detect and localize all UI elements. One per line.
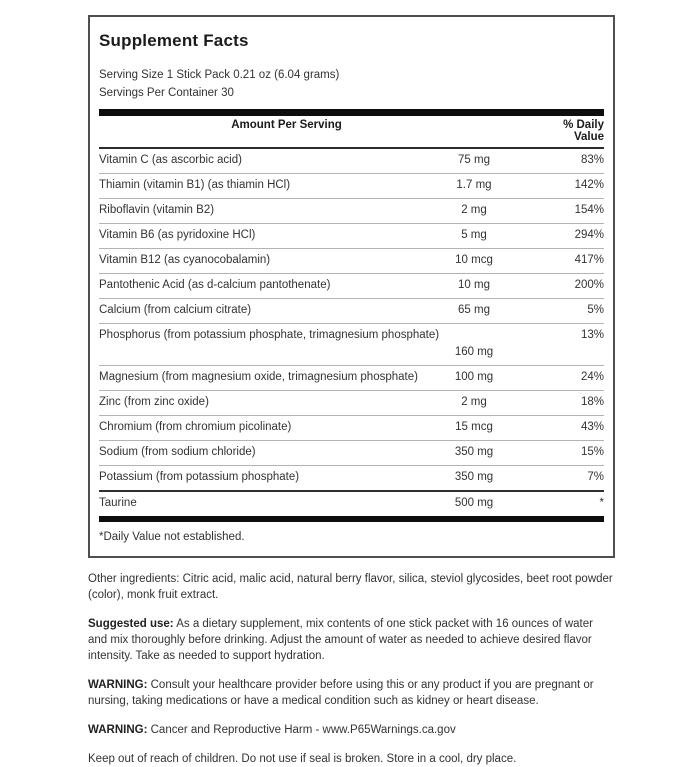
ingredient-name: Thiamin (vitamin B1) (as thiamin HCl)	[99, 179, 291, 191]
ingredient-daily-value: 154%	[574, 204, 604, 216]
table-header-row	[99, 116, 604, 149]
servings-per-container-line: Servings Per Container 30	[99, 87, 234, 99]
ingredient-name: Riboflavin (vitamin B2)	[99, 204, 215, 216]
table-row-magnesium	[99, 366, 604, 391]
ingredient-daily-value: 142%	[574, 179, 604, 191]
ingredient-name: Calcium (from calcium citrate)	[99, 304, 252, 316]
serving-size-line: Serving Size 1 Stick Pack 0.21 oz (6.04 grams)	[99, 69, 340, 81]
ingredient-amount: 2 mg	[461, 204, 487, 216]
table-row-riboflavin	[99, 199, 604, 224]
table-row-vitamin-c	[99, 149, 604, 174]
ingredient-name: Magnesium (from magnesium oxide, trimagnesium phosphate)	[99, 371, 418, 383]
ingredient-amount: 65 mg	[458, 304, 490, 316]
ingredient-amount: 1.7 mg	[456, 179, 492, 191]
ingredient-amount: 10 mcg	[455, 254, 493, 266]
table-row-taurine	[99, 492, 604, 516]
ingredient-name: Chromium (from chromium picolinate)	[99, 421, 292, 433]
ingredient-name: Sodium (from sodium chloride)	[99, 446, 256, 458]
ingredient-name: Phosphorus (from potassium phosphate, trimagnesium phosphate)	[99, 329, 440, 341]
ingredient-amount: 500 mg	[454, 497, 494, 509]
ingredient-amount: 160 mg	[454, 346, 494, 358]
table-row-sodium	[99, 441, 604, 466]
ingredient-amount: 10 mg	[458, 279, 490, 291]
table-row-vitamin-b6	[99, 224, 604, 249]
warning-prop65-text: Cancer and Reproductive Harm - www.P65Warnings.ca.gov	[147, 724, 456, 736]
warning-health-text: Consult your healthcare provider before using this or any product if you are pregnant or nursing, taking medications or have a medical condition such as kidney or heart disease.	[88, 679, 594, 707]
ingredient-name: Taurine	[99, 497, 137, 509]
ingredient-daily-value: *	[599, 497, 604, 509]
ingredient-daily-value: 200%	[574, 279, 604, 291]
ingredient-daily-value: 83%	[580, 154, 604, 166]
storage-instructions-paragraph: Keep out of reach of children. Do not use if seal is broken. Store in a cool, dry place.	[88, 753, 517, 765]
daily-value-footnote: *Daily Value not established.	[99, 531, 245, 543]
ingredient-daily-value: 7%	[587, 471, 604, 483]
ingredient-name: Vitamin B12 (as cyanocobalamin)	[99, 254, 271, 266]
ingredient-daily-value: 5%	[587, 304, 604, 316]
supplement-facts-title: Supplement Facts	[99, 31, 249, 50]
supplement-facts-box	[88, 15, 615, 558]
warning-health-paragraph	[88, 677, 615, 709]
ingredient-amount: 2 mg	[461, 396, 487, 408]
ingredient-daily-value: 43%	[580, 421, 604, 433]
suggested-use-label: Suggested use:	[88, 618, 174, 630]
table-row-vitamin-b12	[99, 249, 604, 274]
table-row-chromium	[99, 416, 604, 441]
ingredient-daily-value: 15%	[580, 446, 604, 458]
other-ingredients-paragraph	[88, 571, 615, 603]
ingredient-name: Pantothenic Acid (as d-calcium pantothenate)	[99, 279, 331, 291]
ingredient-name: Potassium (from potassium phosphate)	[99, 471, 300, 483]
table-row-pantothenic-acid	[99, 274, 604, 299]
table-row-calcium	[99, 299, 604, 324]
warning-prop65-paragraph	[88, 722, 615, 738]
amount-per-serving-header: Amount Per Serving	[231, 119, 342, 131]
ingredient-amount: 75 mg	[458, 154, 490, 166]
suggested-use-text: As a dietary supplement, mix contents of one stick packet with 16 ounces of water and mix thoroughly before drinking. Adjust the amount of water as needed to achieve desired flavor intensity. Take as needed to support hydration.	[88, 618, 593, 662]
ingredient-daily-value: 417%	[574, 254, 604, 266]
warning-prop65-label: WARNING:	[88, 724, 148, 736]
warning-health-label: WARNING:	[88, 679, 148, 691]
table-row-potassium	[99, 466, 604, 492]
ingredient-amount: 350 mg	[454, 446, 494, 458]
label-sheet	[88, 15, 615, 767]
ingredient-amount: 5 mg	[461, 229, 487, 241]
table-row-phosphorus	[99, 324, 604, 366]
suggested-use-paragraph	[88, 616, 615, 664]
ingredient-daily-value: 18%	[580, 396, 604, 408]
ingredient-name: Vitamin B6 (as pyridoxine HCl)	[99, 229, 256, 241]
ingredient-amount: 350 mg	[454, 471, 494, 483]
ingredient-name: Vitamin C (as ascorbic acid)	[99, 154, 242, 166]
thick-divider-top	[99, 109, 604, 116]
ingredient-daily-value: 294%	[574, 229, 604, 241]
ingredient-name: Zinc (from zinc oxide)	[99, 396, 209, 408]
ingredient-amount: 15 mcg	[455, 421, 493, 433]
table-row-thiamin	[99, 174, 604, 199]
other-ingredients-text: Other ingredients: Citric acid, malic acid, natural berry flavor, silica, steviol glycosides, beet root powder (color), monk fruit extract.	[88, 573, 613, 601]
ingredient-daily-value: 13%	[580, 329, 604, 341]
table-row-zinc	[99, 391, 604, 416]
daily-value-header: % Daily Value	[563, 119, 604, 143]
ingredient-amount: 100 mg	[454, 371, 494, 383]
ingredient-daily-value: 24%	[580, 371, 604, 383]
